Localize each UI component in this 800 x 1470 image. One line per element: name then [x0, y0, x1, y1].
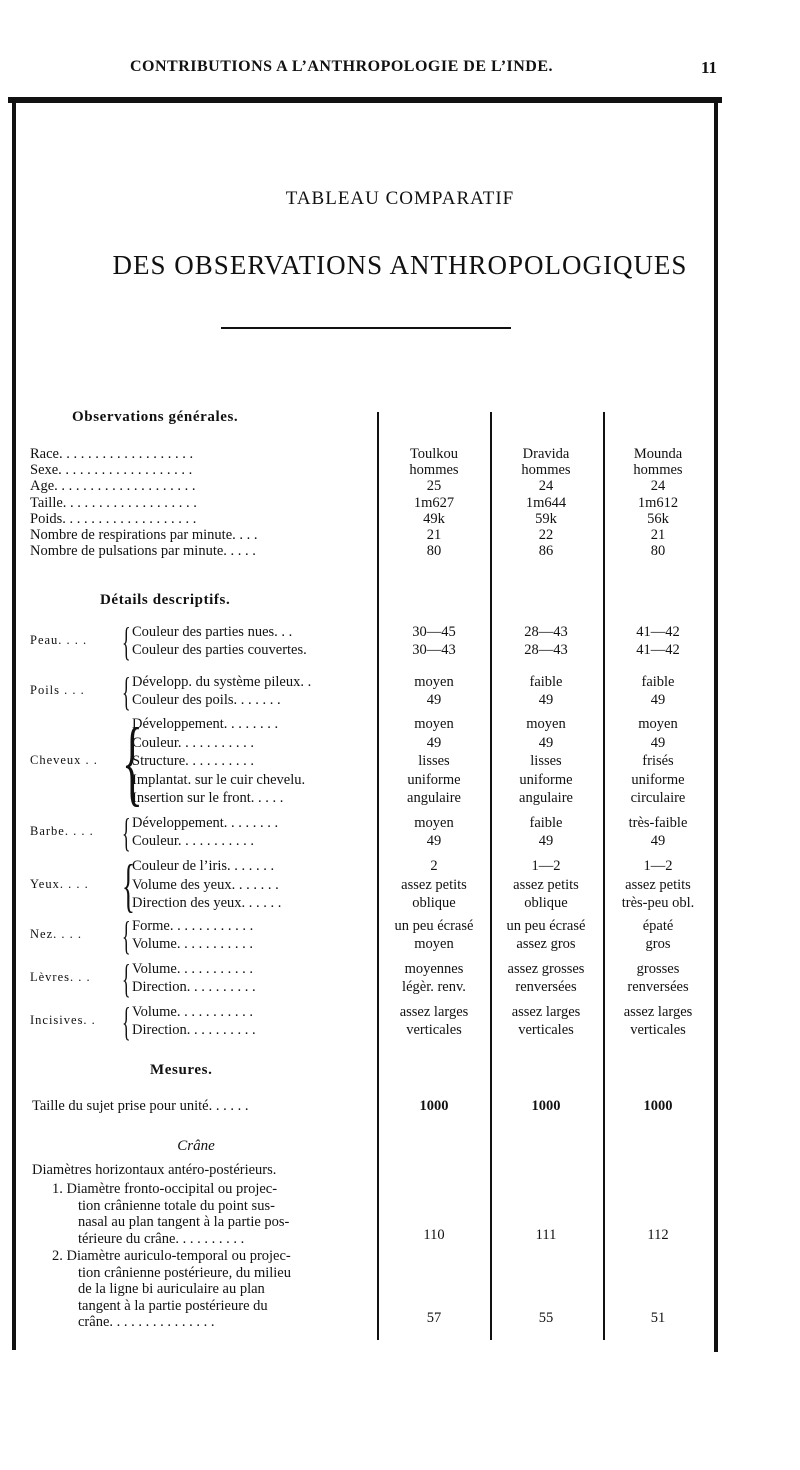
detail-row-value: 30—43 — [412, 642, 456, 658]
page-number: 11 — [701, 58, 718, 77]
detail-row-value: renversées — [515, 979, 577, 995]
detail-row-value: uniforme — [407, 771, 461, 788]
general-row-value: Toulkou — [409, 446, 459, 462]
table-title-line2: DES OBSERVATIONS ANTHROPOLOGIQUES — [112, 250, 688, 280]
detail-row-value: très-peu obl. — [621, 895, 695, 911]
detail-row-label: Direction. . . . . . . . . . — [132, 979, 256, 995]
detail-row-value: verticales — [518, 1022, 574, 1038]
running-header — [0, 58, 800, 82]
group-name: Barbe. . . . — [30, 824, 94, 838]
group-name: Lèvres. . . — [30, 970, 91, 984]
section-mesures-heading: Mesures. — [150, 1062, 213, 1078]
detail-row-value: lisses — [418, 753, 450, 769]
general-row-value: 21 — [426, 527, 442, 543]
general-row-label: Age. . . . . . . . . . . . . . . . . . . . — [30, 478, 196, 495]
crane-item-line: tangent à la partie postérieure du — [78, 1297, 268, 1314]
detail-row-value: 49 — [650, 734, 666, 751]
title-separator-rule — [221, 327, 511, 329]
detail-row-value: verticales — [630, 1022, 686, 1038]
detail-row-label: Direction des yeux. . . . . . — [132, 895, 282, 911]
detail-row-value: uniforme — [519, 771, 573, 788]
general-row-label: Taille. . . . . . . . . . . . . . . . . . . — [30, 494, 197, 511]
top-border-rule — [8, 97, 722, 103]
detail-row-label: Développement. . . . . . . . — [132, 716, 279, 732]
detail-row-label: Volume. . . . . . . . . . . — [132, 1004, 253, 1020]
general-row-value: Mounda — [633, 446, 683, 462]
group-brace: { — [122, 669, 131, 714]
detail-row-label: Insertion sur le front. . . . . — [132, 790, 284, 806]
detail-row-value: moyen — [414, 815, 454, 831]
detail-row-value: 49 — [426, 734, 442, 751]
detail-row-label: Couleur. . . . . . . . . . . — [132, 833, 255, 849]
taille-unite-value-3: 1000 — [643, 1098, 673, 1114]
general-row-value: 24 — [650, 478, 666, 495]
detail-row-value: moyen — [638, 716, 678, 732]
detail-row-value: un peu écrasé — [506, 918, 586, 934]
crane-item-line: de la ligne bi auriculaire au plan — [78, 1281, 265, 1297]
general-row-value: Dravida — [522, 446, 570, 462]
detail-row-value: 30—45 — [412, 624, 456, 640]
detail-row-value: assez gros — [516, 936, 576, 952]
crane-item-line: nasal au plan tangent à la partie pos- — [78, 1214, 290, 1230]
detail-row-value: un peu écrasé — [394, 918, 474, 934]
detail-row-value: oblique — [412, 895, 456, 911]
detail-row-value: 28—43 — [524, 642, 568, 658]
group-brace: { — [122, 708, 143, 815]
crane-item-line: 2. Diamètre auriculo-temporal ou projec- — [52, 1248, 291, 1264]
general-row-label: Poids. . . . . . . . . . . . . . . . . . . — [30, 510, 197, 527]
detail-row-value: circulaire — [630, 790, 686, 806]
general-row-value: 25 — [426, 478, 442, 495]
detail-row-value: assez larges — [511, 1004, 581, 1020]
detail-row-value: moyen — [526, 716, 566, 732]
detail-row-value: faible — [529, 674, 563, 690]
detail-row-value: 49 — [426, 833, 442, 849]
detail-row-value: assez petits — [513, 876, 579, 893]
crane-item-value: 55 — [538, 1310, 554, 1326]
group-name: Incisives. . — [30, 1013, 96, 1027]
header-title: CONTRIBUTIONS A L’ANTHROPOLOGIE DE L’INDE. — [130, 58, 554, 75]
general-row-value: 56k — [647, 510, 669, 527]
detail-row-value: verticales — [406, 1022, 462, 1038]
detail-row-value: 41—42 — [636, 624, 680, 640]
general-row-label: Race. . . . . . . . . . . . . . . . . . . — [30, 446, 194, 462]
detail-row-value: 49 — [538, 692, 554, 708]
crane-subheading: Crâne — [177, 1138, 215, 1154]
general-row-value: hommes — [633, 462, 683, 479]
crane-item-line: térieure du crâne. . . . . . . . . . — [78, 1230, 245, 1247]
general-row-label: Nombre de respirations par minute. . . . — [30, 527, 258, 543]
group-brace: { — [122, 852, 135, 918]
detail-row-value: grosses — [636, 961, 680, 977]
crane-item-line: tion crânienne postérieure, du milieu — [78, 1264, 291, 1281]
detail-row-value: 49 — [538, 833, 554, 849]
left-border-rule — [12, 100, 16, 1350]
general-row-value: 1m644 — [525, 494, 567, 511]
detail-row-label: Structure. . . . . . . . . . — [132, 753, 255, 769]
detail-row-label: Couleur de l’iris. . . . . . . — [132, 858, 275, 874]
general-row-value: 49k — [423, 510, 445, 527]
detail-row-label: Couleur des poils. . . . . . . — [132, 692, 281, 708]
crane-item-line: tion crânienne totale du point sus- — [78, 1197, 275, 1214]
detail-row-label: Implantat. sur le cuir chevelu. — [132, 771, 306, 788]
group-brace: { — [122, 619, 131, 664]
crane-item-value: 111 — [535, 1226, 557, 1243]
detail-row-value: moyen — [414, 936, 454, 952]
general-row-value: 80 — [650, 543, 666, 560]
general-row-value: 86 — [538, 543, 554, 560]
detail-row-value: 49 — [426, 692, 442, 708]
crane-intro: Diamètres horizontaux antéro-postérieurs. — [32, 1162, 277, 1178]
detail-row-value: 2 — [430, 858, 438, 874]
group-name: Yeux. . . . — [30, 876, 89, 891]
detail-row-value: uniforme — [631, 771, 685, 788]
detail-row-value: lisses — [530, 753, 562, 769]
detail-row-label: Développement. . . . . . . . — [132, 815, 279, 831]
detail-row-value: assez petits — [625, 876, 691, 893]
detail-row-label: Direction. . . . . . . . . . — [132, 1022, 256, 1038]
general-row-label: Sexe. . . . . . . . . . . . . . . . . . . — [30, 462, 193, 479]
general-row-value: hommes — [521, 462, 571, 479]
detail-row-value: 49 — [650, 833, 666, 849]
group-brace: { — [122, 999, 131, 1044]
detail-row-value: moyen — [414, 674, 454, 690]
detail-row-value: très-faible — [628, 815, 688, 831]
general-row-value: 22 — [538, 527, 554, 543]
detail-row-value: assez larges — [399, 1004, 469, 1020]
general-row-value: 80 — [426, 543, 442, 560]
crane-item-line: 1. Diamètre fronto-occipital ou projec- — [52, 1181, 278, 1197]
detail-row-value: faible — [529, 815, 563, 831]
detail-row-value: assez grosses — [507, 961, 585, 977]
taille-unite-value-1: 1000 — [419, 1098, 449, 1114]
section-details-heading: Détails descriptifs. — [100, 592, 231, 608]
general-row-value: hommes — [409, 462, 459, 479]
table-title-line1: TABLEAU COMPARATIF — [285, 188, 515, 209]
crane-item-value: 112 — [647, 1226, 669, 1243]
crane-item-line: crâne. . . . . . . . . . . . . . . — [78, 1314, 215, 1330]
crane-item-value: 57 — [426, 1310, 442, 1326]
detail-row-value: angulaire — [519, 790, 573, 806]
detail-row-value: gros — [645, 936, 671, 952]
detail-row-value: 1—2 — [643, 858, 673, 874]
group-name: Poils . . . — [30, 683, 85, 697]
detail-row-label: Développ. du système pileux. . — [132, 674, 312, 690]
taille-unite-value-2: 1000 — [531, 1098, 561, 1114]
general-row-value: 21 — [650, 527, 666, 543]
group-brace: { — [122, 913, 131, 958]
general-row-value: 1m612 — [637, 494, 679, 511]
detail-row-value: faible — [641, 674, 675, 690]
group-name: Peau. . . . — [30, 633, 88, 647]
group-brace: { — [122, 810, 131, 855]
general-row-label: Nombre de pulsations par minute. . . . . — [30, 543, 256, 560]
crane-item-value: 110 — [423, 1226, 445, 1243]
detail-row-value: 49 — [538, 734, 554, 751]
detail-row-value: 28—43 — [524, 624, 568, 640]
detail-row-value: 41—42 — [636, 642, 680, 658]
detail-row-value: assez petits — [401, 876, 467, 893]
detail-row-value: renversées — [627, 979, 689, 995]
detail-row-value: moyennes — [404, 961, 464, 977]
detail-row-value: frisés — [642, 753, 674, 769]
detail-row-label: Couleur des parties couvertes. — [132, 642, 307, 658]
detail-row-label: Couleur. . . . . . . . . . . — [132, 734, 255, 751]
detail-row-value: oblique — [524, 895, 568, 911]
detail-row-value: épaté — [642, 918, 674, 934]
group-name: Cheveux . . — [30, 753, 98, 768]
detail-row-value: 49 — [650, 692, 666, 708]
detail-row-value: légèr. renv. — [402, 979, 466, 995]
taille-unite-label: Taille du sujet prise pour unité. . . . . . — [32, 1098, 249, 1114]
right-border-rule — [714, 100, 718, 1352]
group-name: Nez. . . . — [30, 927, 82, 941]
detail-row-value: assez larges — [623, 1004, 693, 1020]
detail-row-value: moyen — [414, 716, 454, 732]
general-row-value: 59k — [535, 510, 557, 527]
detail-row-label: Volume. . . . . . . . . . . — [132, 936, 253, 952]
section-general-heading: Observations générales. — [72, 409, 239, 425]
group-brace: { — [122, 956, 131, 1001]
detail-row-value: 1—2 — [531, 858, 561, 874]
crane-item-value: 51 — [650, 1310, 666, 1326]
detail-row-label: Volume des yeux. . . . . . . — [132, 876, 279, 893]
general-row-value: 24 — [538, 478, 554, 495]
general-row-value: 1m627 — [413, 494, 455, 511]
detail-row-value: angulaire — [407, 790, 461, 806]
detail-row-label: Volume. . . . . . . . . . . — [132, 961, 253, 977]
detail-row-label: Forme. . . . . . . . . . . . — [132, 918, 254, 934]
detail-row-label: Couleur des parties nues. . . — [132, 624, 293, 640]
